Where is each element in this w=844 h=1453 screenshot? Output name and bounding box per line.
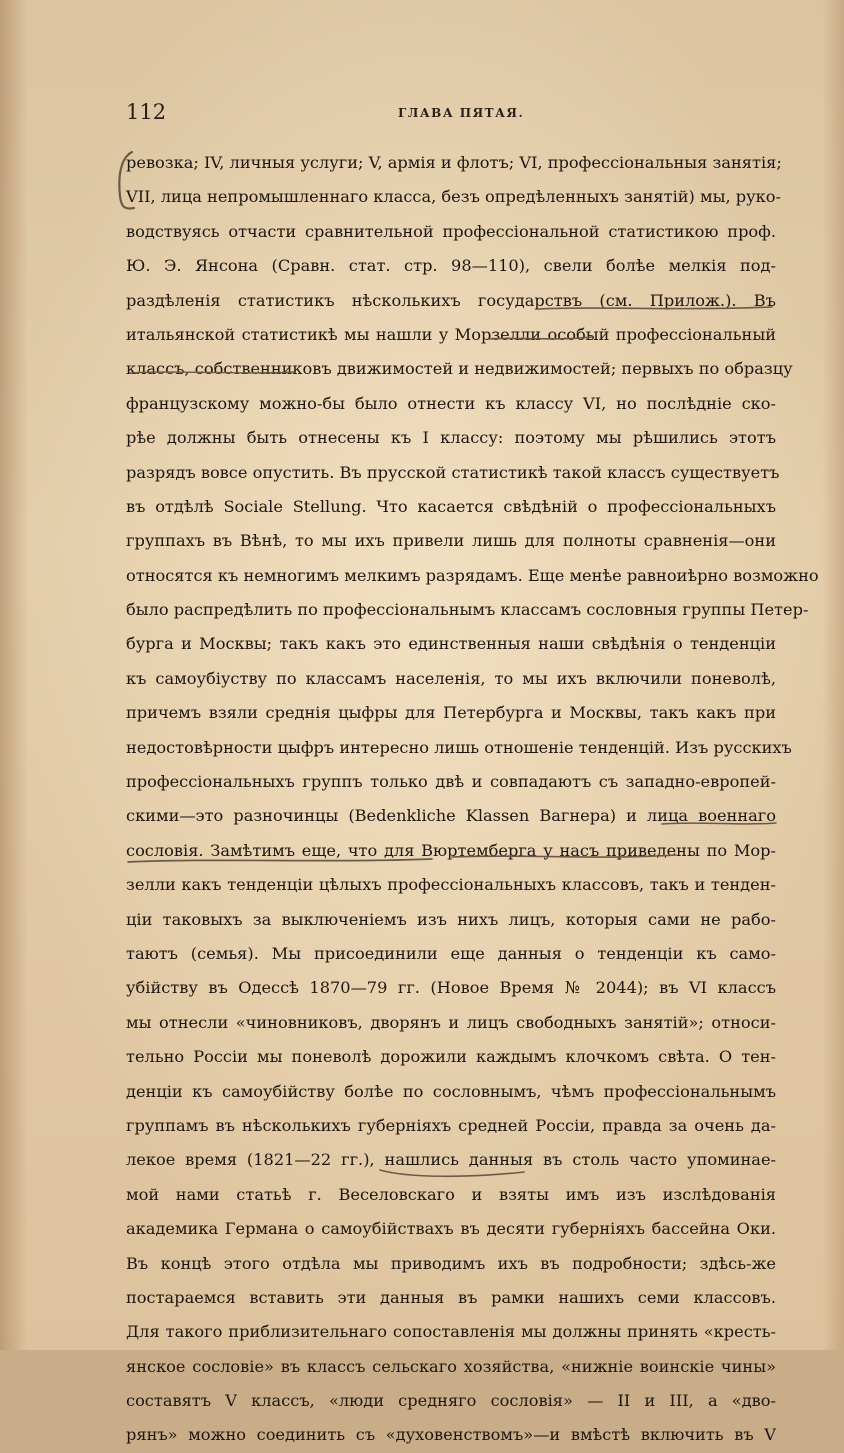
text-line: классъ, собственниковъ движимостей и недвижимостей; первыхъ по образцу bbox=[126, 359, 793, 379]
text-line: ревозка; IV, личныя услуги; V, армія и флотъ; VI, профессіональныя занятія; bbox=[126, 153, 782, 172]
text-line: рянъ» можно соединить съ «духовенствомъ»—и вмѣстѣ включить въ V bbox=[126, 1425, 776, 1445]
text-line: убійству въ Одессѣ 1870—79 гг. (Новое Время № 2044); въ VI классъ bbox=[126, 978, 776, 998]
text-line: VII, лица непромышленнаго класса, безъ опредѣленныхъ занятій) мы, руко- bbox=[126, 187, 781, 207]
text-line: лекое время (1821—22 гг.), нашлись данныя въ столь часто упоминае- bbox=[126, 1150, 776, 1170]
text-line: таютъ (семья). Мы присоединили еще данныя о тенденціи къ само- bbox=[126, 943, 776, 963]
text-line: ціи таковыхъ за выключеніемъ изъ нихъ лицъ, которыя сами не рабо- bbox=[126, 909, 776, 929]
text-line: рѣе должны быть отнесены къ I классу: поэтому мы рѣшились этотъ bbox=[126, 428, 776, 448]
text-line: Ю. Э. Янсона (Сравн. стат. стр. 98—110), свели болѣе мелкія под- bbox=[126, 256, 776, 276]
text-line: Въ концѣ этого отдѣла мы приводимъ ихъ въ подробности; здѣсь-же bbox=[126, 1253, 776, 1273]
text-line: раздѣленія статистикъ нѣсколькихъ государствъ (см. Прилож.). Въ bbox=[126, 290, 776, 310]
text-line: мой нами статьѣ г. Веселовскаго и взяты имъ изъ изслѣдованія bbox=[126, 1184, 776, 1204]
text-line: постараемся вставить эти данныя въ рамки нашихъ семи классовъ. bbox=[126, 1287, 776, 1307]
text-line: денціи къ самоубійству болѣе по сословнымъ, чѣмъ профессіональнымъ bbox=[126, 1081, 776, 1101]
text-line: причемъ взяли среднія цыфры для Петербурга и Москвы, такъ какъ при bbox=[126, 703, 776, 723]
text-line: разрядъ вовсе опустить. Въ прусской статистикѣ такой классъ существуетъ bbox=[126, 462, 780, 482]
body-text bbox=[126, 146, 819, 1453]
text-line: было распредѣлить по профессіональнымъ классамъ сословныя группы Петер- bbox=[126, 600, 809, 620]
text-line: итальянской статистикѣ мы нашли у Морзелли особый профессіональный bbox=[126, 324, 776, 344]
text-line: мы отнесли «чиновниковъ, дворянъ и лицъ свободныхъ занятій»; относи- bbox=[126, 1012, 776, 1032]
running-head: ГЛАВА ПЯТАЯ. bbox=[398, 106, 525, 120]
text-line: академика Германа о самоубійствахъ въ десяти губерніяхъ бассейна Оки. bbox=[126, 1219, 776, 1239]
page-number: 112 bbox=[126, 100, 167, 124]
text-line: недостовѣрности цыфръ интересно лишь отношеніе тенденцій. Изъ русскихъ bbox=[126, 737, 792, 757]
text-line: Для такого приблизительнаго сопоставленія мы должны принять «кресть- bbox=[126, 1322, 776, 1342]
text-line: скими—это разночинцы (Bedenkliche Klassen Вагнера) и лица военнаго bbox=[126, 806, 776, 826]
text-line: янское сословіе» въ классъ сельскаго хозяйства, «нижніе воинскіе чины» bbox=[126, 1356, 776, 1376]
text-line: сословія. Замѣтимъ еще, что для Вюртемберга у насъ приведены по Мор- bbox=[126, 840, 776, 860]
text-line: въ отдѣлѣ Sociale Stellung. Что касается свѣдѣній о профессіональныхъ bbox=[126, 496, 776, 516]
text-line: группамъ въ нѣсколькихъ губерніяхъ средней Россіи, правда за очень да- bbox=[126, 1115, 776, 1135]
text-line: зелли какъ тенденціи цѣлыхъ профессіональныхъ классовъ, такъ и тенден- bbox=[126, 875, 776, 895]
text-line: профессіональныхъ группъ только двѣ и совпадаютъ съ западно-европей- bbox=[126, 772, 776, 792]
text-line: французскому можно-бы было отнести къ классу VI, но послѣдніе ско- bbox=[126, 393, 776, 413]
text-line: составятъ V классъ, «люди средняго сословія» — II и III, а «дво- bbox=[126, 1391, 776, 1411]
text-line: бурга и Москвы; такъ какъ это единственныя наши свѣдѣнія о тенденціи bbox=[126, 634, 776, 654]
text-line: группахъ въ Вѣнѣ, то мы ихъ привели лишь для полноты сравненія—они bbox=[126, 531, 776, 551]
text-line: къ самоубіуству по классамъ населенія, то мы ихъ включили поневолѣ, bbox=[126, 668, 776, 688]
text-line: относятся къ немногимъ мелкимъ разрядамъ. Еще менѣе равноиѣрно возможно bbox=[126, 565, 819, 585]
text-line: водствуясь отчасти сравнительной профессіональной статистикою проф. bbox=[126, 221, 776, 241]
page-header bbox=[126, 100, 776, 128]
text-line: тельно Россіи мы поневолѣ дорожили каждымъ клочкомъ свѣта. О тен- bbox=[126, 1047, 776, 1067]
